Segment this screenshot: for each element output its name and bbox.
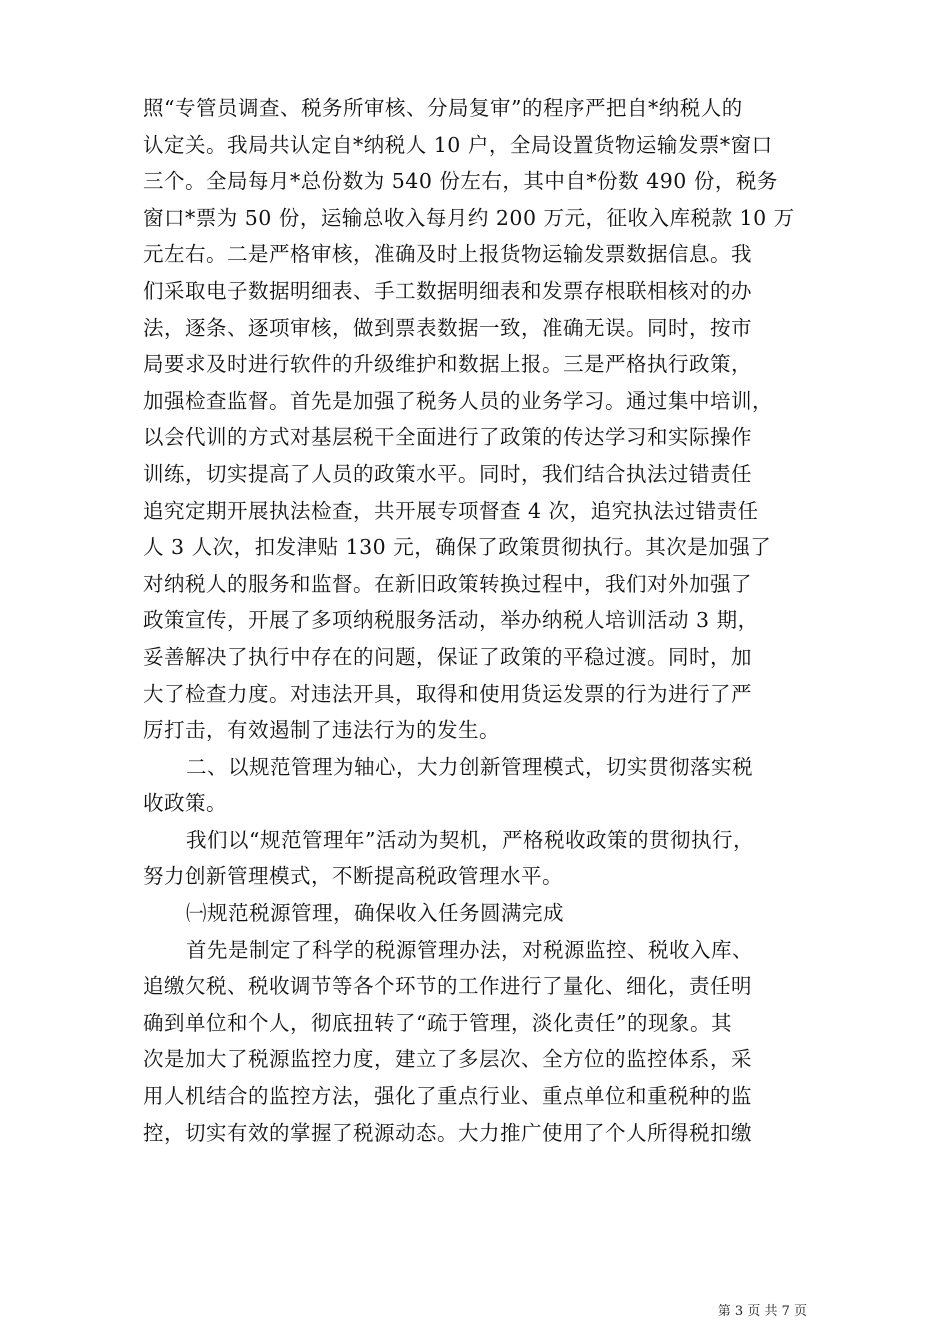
text-line: 局要求及时进行软件的升级维护和数据上报。三是严格执行政策， [143,352,752,377]
text-line: 次是加大了税源监控力度，建立了多层次、全方位的监控体系，采 [143,1047,752,1072]
text-line: 追缴欠税、税收调节等各个环节的工作进行了量化、细化，责任明 [143,974,752,999]
text-line: 大了检查力度。对违法开具，取得和使用货运发票的行为进行了严 [143,681,752,706]
text-line: 我们以“规范管理年”活动为契机，严格税收政策的贯彻执行， [186,827,754,852]
text-line: 追究定期开展执法检查，共开展专项督查 4 次，追究执法过错责任 [143,498,759,523]
text-line: 人 3 人次，扣发津贴 130 元，确保了政策贯彻执行。其次是加强了 [143,535,772,560]
text-line: 三个。全局每月*总份数为 540 份左右，其中自*份数 490 份，税务 [143,169,778,194]
page-number: 第 3 页 共 7 页 [717,1304,807,1319]
text-line: 训练，切实提高了人员的政策水平。同时，我们结合执法过错责任 [143,461,752,486]
text-line: 加强检查监督。首先是加强了税务人员的业务学习。通过集中培训， [143,388,773,413]
text-line: 妥善解决了执行中存在的问题，保证了政策的平稳过渡。同时，加 [143,644,752,669]
text-line: 用人机结合的监控方法，强化了重点行业、重点单位和重税种的监 [143,1084,752,1109]
text-line: 元左右。二是严格审核，准确及时上报货物运输发票数据信息。我 [143,242,752,267]
text-line: 认定关。我局共认定自*纳税人 10 户，全局设置货物运输发票*窗口 [143,132,773,157]
text-line: 窗口*票为 50 份，运输总收入每月约 200 万元，征收入库税款 10 万 [143,205,795,230]
text-line: 政策宣传，开展了多项纳税服务活动，举办纳税人培训活动 3 期， [143,608,759,633]
text-line: 首先是制定了科学的税源管理办法，对税源监控、税收入库、 [186,937,753,962]
text-line: 确到单位和个人，彻底扭转了“疏于管理，淡化责任”的现象。其 [143,1010,732,1035]
text-line: 控，切实有效的掌握了税源动态。大力推广使用了个人所得税扣缴 [143,1120,752,1145]
text-line: 照“专管员调查、税务所审核、分局复审”的程序严把自*纳税人的 [143,96,743,120]
section-heading: 二、以规范管理为轴心，大力创新管理模式，切实贯彻落实税 [186,754,753,779]
text-line: 以会代训的方式对基层税干全面进行了政策的传达学习和实际操作 [143,425,752,450]
text-line: 对纳税人的服务和监督。在新旧政策转换过程中，我们对外加强了 [143,571,752,596]
text-line: 法，逐条、逐项审核，做到票表数据一致，准确无误。同时，按市 [143,315,752,340]
section-heading-continuation: 收政策。 [143,791,227,816]
text-line: 厉打击，有效遏制了违法行为的发生。 [143,718,500,743]
text-line: 们采取电子数据明细表、手工数据明细表和发票存根联相核对的办 [143,278,752,303]
document-body [143,90,808,1151]
text-line: 努力创新管理模式，不断提高税政管理水平。 [143,864,563,889]
subsection-heading: ㈠规范税源管理，确保收入任务圆满完成 [186,901,564,926]
